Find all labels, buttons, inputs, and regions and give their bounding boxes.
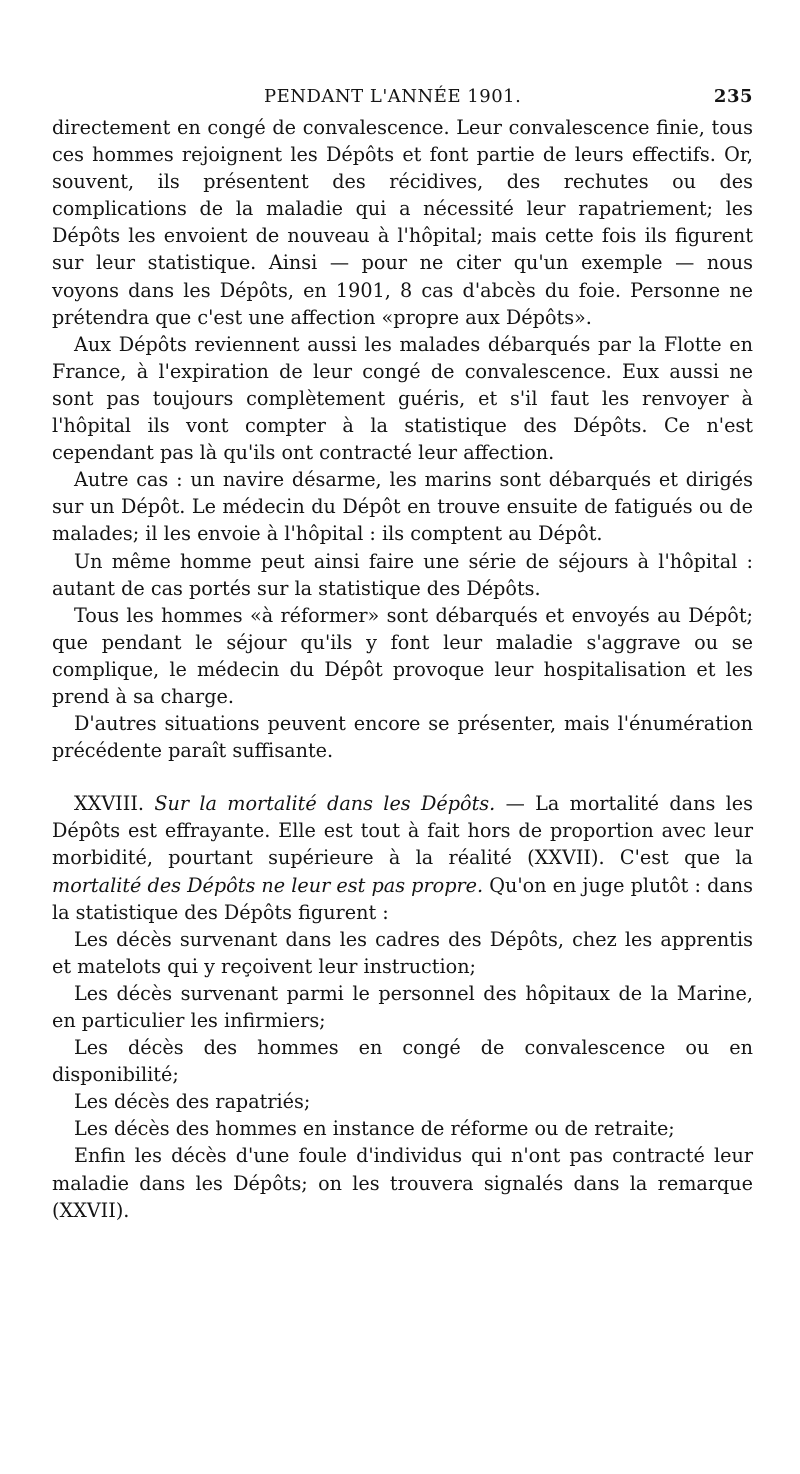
section-text-start: — La mortalité dans les Dépôts est effrayante. Elle est tout à fait hors de proportion avec leur morbidité, pourtant supérieure à la réalité (XXVII). C'est que la: [52, 792, 753, 870]
paragraph: Tous les hommes «à réformer» sont débarqués et envoyés au Dépôt; que pendant le séjour qu'ils y font leur maladie s'aggrave ou se complique, le médecin du Dépôt provoque leur hospitalisation et les prend à sa charge.: [52, 603, 753, 708]
paragraph: Un même homme peut ainsi faire une série de séjours à l'hôpital : autant de cas portés sur la statistique des Dépôts.: [52, 549, 753, 600]
section-number: XXVIII.: [74, 792, 145, 816]
paragraph: Aux Dépôts reviennent aussi les malades débarqués par la Flotte en France, à l'expiration de leur congé de convalescence. Eux aussi ne sont pas toujours complètement guéris, et s'il faut les renvoyer à l'hôpital ils vont compter à la statistique des Dépôts. Ce n'est cependant pas là qu'ils ont contracté leur affection.: [52, 332, 753, 465]
section-emphasis: mortalité des Dépôts ne leur est pas propre.: [52, 873, 484, 897]
body-text: [52, 114, 753, 1224]
paragraph-continued: directement en congé de convalescence. Leur convalescence finie, tous ces hommes rejoignent les Dépôts et font partie de leurs effectifs. Or, souvent, ils présentent des récidives, des rechutes ou des complications de la maladie qui a nécessité leur rapatriement; les Dépôts les envoient de nouveau à l'hôpital; mais cette fois ils figurent sur leur statistique. Ainsi — pour ne citer qu'un exemple — nous voyons dans les Dépôts, en 1901, 8 cas d'abcès du foie. Personne ne prétendra que c'est une affection «propre aux Dépôts».: [52, 116, 753, 329]
page-number: 235: [713, 86, 753, 107]
running-title: PENDANT L'ANNÉE 1901.: [264, 86, 522, 107]
list-paragraph: Les décès survenant dans les cadres des Dépôts, chez les apprentis et matelots qui y reçoivent leur instruction;: [52, 927, 753, 978]
list-paragraph: Les décès des rapatriés;: [74, 1090, 311, 1114]
section-text-end: Qu'on en juge plutôt : dans la statistique des Dépôts figurent :: [52, 873, 753, 924]
list-paragraph: Enfin les décès d'une foule d'individus qui n'ont pas contracté leur maladie dans les Dépôts; on les trouvera signalés dans la remarque (XXVII).: [52, 1144, 753, 1222]
section-paragraph: [52, 790, 753, 925]
paragraph: D'autres situations peuvent encore se présenter, mais l'énumération précédente paraît suffisante.: [52, 712, 753, 763]
list-paragraph: Les décès des hommes en instance de réforme ou de retraite;: [74, 1117, 675, 1141]
running-head: [52, 82, 753, 112]
list-paragraph: Les décès des hommes en congé de convalescence ou en disponibilité;: [52, 1036, 753, 1087]
list-paragraph: Les décès survenant parmi le personnel des hôpitaux de la Marine, en particulier les infirmiers;: [52, 981, 753, 1032]
section-title: Sur la mortalité dans les Dépôts.: [154, 792, 496, 816]
paragraph: Autre cas : un navire désarme, les marins sont débarqués et dirigés sur un Dépôt. Le médecin du Dépôt en trouve ensuite de fatigués ou de malades; il les envoie à l'hôpital : ils comptent au Dépôt.: [52, 468, 753, 546]
